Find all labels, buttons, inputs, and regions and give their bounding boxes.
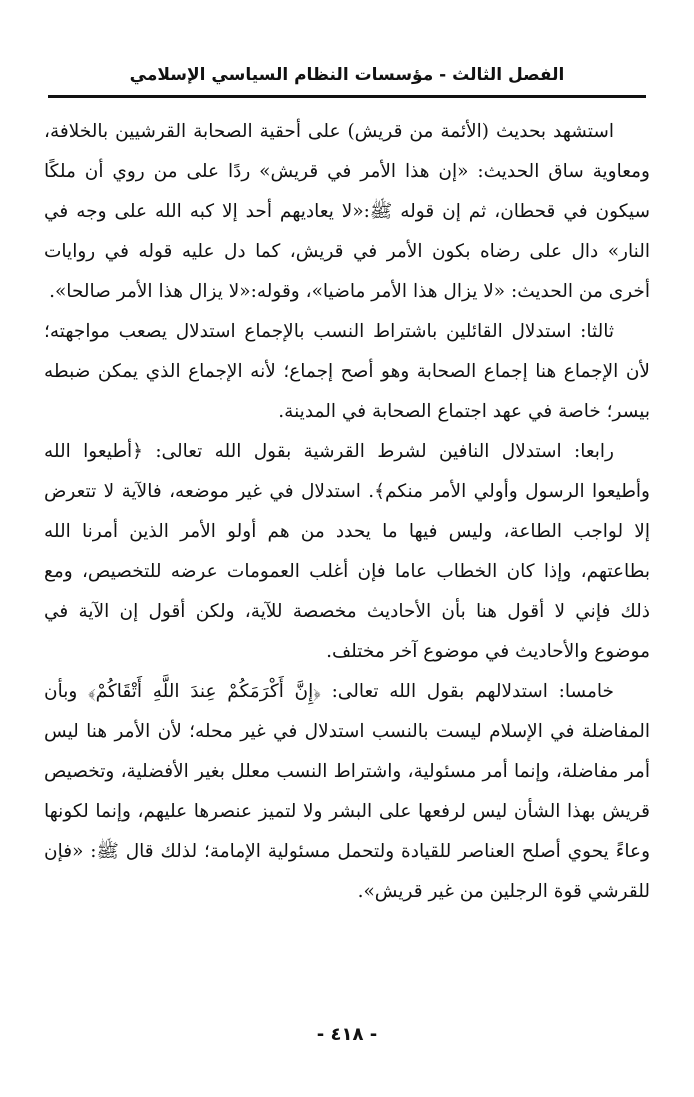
paragraph-hadith-quraysh: استشهد بحديث (الأئمة من قريش) على أحقية الصحابة القرشيين بالخلافة، ومعاوية ساق الحديث: «إن هذا الأمر في قريش» ردًا على من روي أن ملكًا سيكون في قحطان، ثم إن قوله ﷺ:«لا يعاديهم أحد إلا كبه الله على وجه في النار» دال على رضاه بكون الأمر في قريش، كما دل عليه قوله في روايات أخرى من الحديث: «لا يزال هذا الأمر ماضيا»، وقوله:«لا يزال هذا الأمر صالحا». <box>44 121 650 302</box>
paragraph-third-point: ثالثا: استدلال القائلين باشتراط النسب بالإجماع استدلال يصعب مواجهته؛ لأن الإجماع هنا إجماع الصحابة وهو أصح إجماع؛ لأنه الإجماع الذي يمكن ضبطه بيسر؛ خاصة في عهد اجتماع الصحابة في المدينة. <box>44 321 650 422</box>
paragraph-fourth-point: رابعا: استدلال النافين لشرط القرشية بقول الله تعالى: ﴿أطيعوا الله وأطيعوا الرسول وأولي الأمر منكم﴾. استدلال في غير موضعه، فالآية لا تتعرض إلا لواجب الطاعة، وليس فيها ما يحدد من هم أولو الأمر الذين أمرنا الله بطاعتهم، وإذا كان الخطاب عاما فإن أغلب العمومات عرضه للتخصيص، ومع ذلك فإني لا أقول هنا بأن الأحاديث مخصصة للآية، ولكن أقول إن الآية في موضوع والأحاديث في موضوع آخر مختلف. <box>44 441 650 662</box>
body-text <box>44 112 650 912</box>
paragraph-fifth-point: خامسا: استدلالهم بقول الله تعالى: ﴿إِنَّ أَكْرَمَكُمْ عِندَ اللَّهِ أَتْقَاكُمْ﴾ وبأن المفاضلة في الإسلام ليست بالنسب استدلال في غير محله؛ لأن الأمر هنا ليس أمر مفاضلة، وإنما أمر مسئولية، واشتراط النسب معلل بغير الأفضلية، وتخصيص قريش بهذا الشأن ليس لرفعها على البشر ولا لتميز عنصرها عليهم، وإنما لكونها وعاءً يحوي أصلح العناصر للقيادة ولتحمل مسئولية الإمامة؛ لذلك قال ﷺ: «فإن للقرشي قوة الرجلين من غير قريش». <box>44 681 650 902</box>
page-number: - ٤١٨ - <box>316 1024 378 1045</box>
header-divider <box>48 95 646 98</box>
running-header: الفصل الثالث - مؤسسات النظام السياسي الإسلامي <box>129 65 565 85</box>
